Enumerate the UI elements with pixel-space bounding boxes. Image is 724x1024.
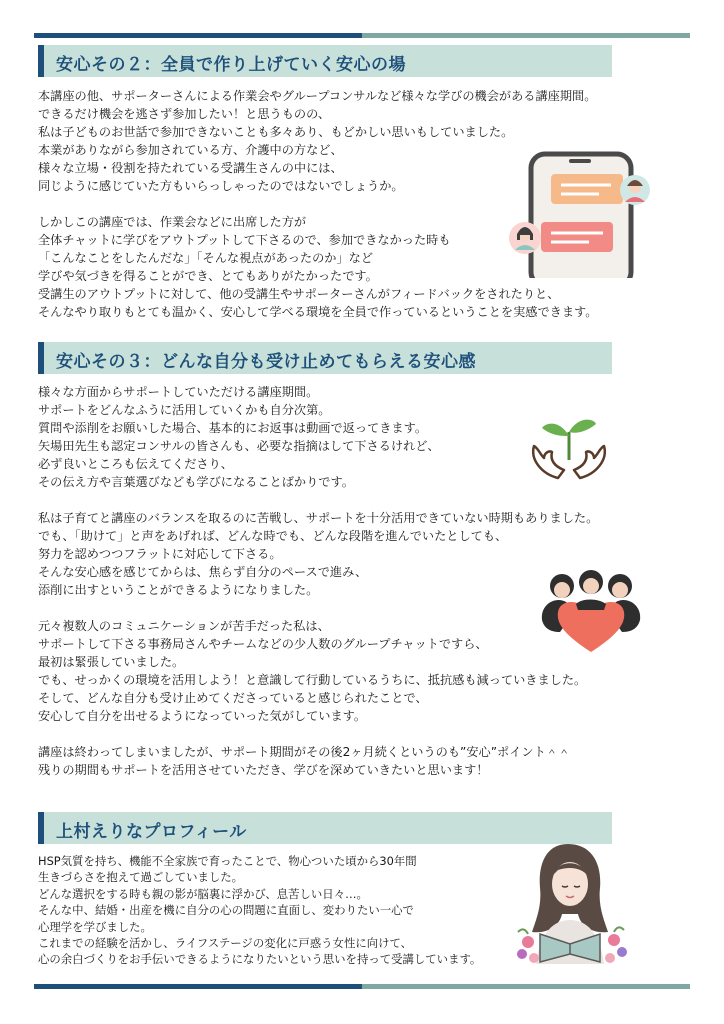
body-line: 生きづらさを抱えて過ごしていました。 (38, 870, 244, 885)
body-line: 安心して自分を出せるようになっていった気がしています。 (38, 709, 367, 723)
body-line: 「こんなことをしたんだな」「そんな視点があったのか」など (38, 251, 374, 265)
body-line: 学びや気づきを得ることができ、とてもありがたかったです。 (38, 269, 378, 283)
section-heading-text: 上村えりなプロフィール (56, 822, 247, 842)
body-line: できるだけ機会を逃さず参加したい！と思うものの、 (38, 107, 331, 121)
body-line: そんな安心感を感じてからは、焦らず自分のペースで進み、 (38, 565, 368, 579)
body-line: 残りの期間もサポートを活用させていただき、学びを深めていきたいと思います！ (38, 763, 489, 777)
body-line: でも、「助けて」と声をあげれば、どんな時でも、どんな段階を進んでいたとしても、 (38, 529, 508, 543)
body-line: 心理学を学びました。 (38, 919, 152, 934)
body-line: 元々複数人のコミュニケーションが苦手だった私は、 (38, 619, 330, 633)
body-line: これまでの経験を活かし、ライフステージの変化に戸惑う女性に向けて、 (38, 935, 413, 950)
section-body-anshin-3 (38, 383, 598, 779)
body-line: 様々な方面からサポートしていただける講座期間。 (38, 385, 319, 399)
body-line: 心の余白づくりをお手伝いできるようになりたいという思いを持って受講しています。 (38, 952, 482, 967)
section-heading-text: 安心その３：どんな自分も受け止めてもらえる安心感 (56, 352, 476, 372)
section-body-profile (38, 853, 481, 968)
top-rule (34, 33, 690, 38)
body-line: サポートをどんなふうに活用していくかも自分次第。 (38, 403, 331, 417)
body-line: そんな中、結婚・出産を機に自分の心の問題に直面し、変わりたい一心で (38, 903, 414, 918)
body-line: 必ず良いところも伝えてくださり、 (38, 457, 233, 471)
body-line: そんなやり取りもとても温かく、安心して学べる環境を全員で作っているということを実感できます。 (38, 305, 598, 319)
section-heading-anshin-3 (38, 342, 612, 374)
body-line: 同じように感じていた方もいらっしゃったのではないでしょうか。 (38, 179, 404, 193)
body-line: でも、せっかくの環境を活用しよう！と意識して行動しているうちに、抵抗感も減っていきました。 (38, 673, 587, 687)
body-line: 矢場田先生も認定コンサルの皆さんも、必要な指摘はして下さるけれど、 (38, 439, 440, 453)
body-line (38, 725, 598, 743)
body-line: サポートして下さる事務局さんやチームなどの少人数のグループチャットですら、 (38, 637, 488, 651)
body-line: 添削に出すということができるようになりました。 (38, 583, 319, 597)
smartphone-chat-icon (503, 150, 653, 278)
body-line (38, 491, 598, 509)
body-line: HSP気質を持ち、機能不全家族で育ったことで、物心ついた頃から30年間 (38, 854, 417, 868)
body-line: 最初は緊張していました。 (38, 655, 185, 669)
body-line: 私は子どものお世話で参加できないことも多々あり、もどかしい思いもしていました。 (38, 125, 514, 139)
body-line: 受講生のアウトプットに対して、他の受講生やサポーターさんがフィードバックをされたりと、 (38, 287, 560, 301)
body-line: その伝え方や言葉選びなども学びになることばかりです。 (38, 475, 354, 489)
body-line: 様々な立場・役割を持たれている受講生さんの中には、 (38, 161, 343, 175)
body-line: しかしこの講座では、作業会などに出席した方が (38, 215, 307, 229)
body-line: 本講座の他、サポーターさんによる作業会やグループコンサルなど様々な学びの機会がある講座期間。 (38, 89, 597, 103)
body-line: 本業がありながら参加されている方、介護中の方など、 (38, 143, 343, 157)
children-heart-icon (536, 570, 646, 654)
section-heading-anshin-2 (38, 45, 612, 77)
sprout-hands-icon (524, 408, 614, 482)
woman-with-book-portrait (506, 836, 636, 966)
body-line: 私は子育てと講座のバランスを取るのに苦戦し、サポートを十分活用できていない時期もありました。 (38, 511, 599, 525)
body-line: そして、どんな自分も受け止めてくださっていると感じられたことで、 (38, 691, 428, 705)
section-heading-text: 安心その２：全員で作り上げていく安心の場 (56, 55, 406, 75)
body-line: どんな選択をする時も親の影が脳裏に浮かび、息苦しい日々…。 (38, 886, 368, 901)
body-line: 全体チャットに学びをアウトプットして下さるので、参加できなかった時も (38, 233, 451, 247)
body-line: 努力を認めつつフラットに対応して下さる。 (38, 547, 282, 561)
body-line: 講座は終わってしまいましたが、サポート期間がその後2ヶ月続くというのも”安心”ポイント＾＾ (38, 745, 571, 759)
body-line: 質問や添削をお願いした場合、基本的にお返事は動画で返ってきます。 (38, 421, 428, 435)
bottom-rule (34, 984, 690, 989)
body-line (38, 599, 598, 617)
